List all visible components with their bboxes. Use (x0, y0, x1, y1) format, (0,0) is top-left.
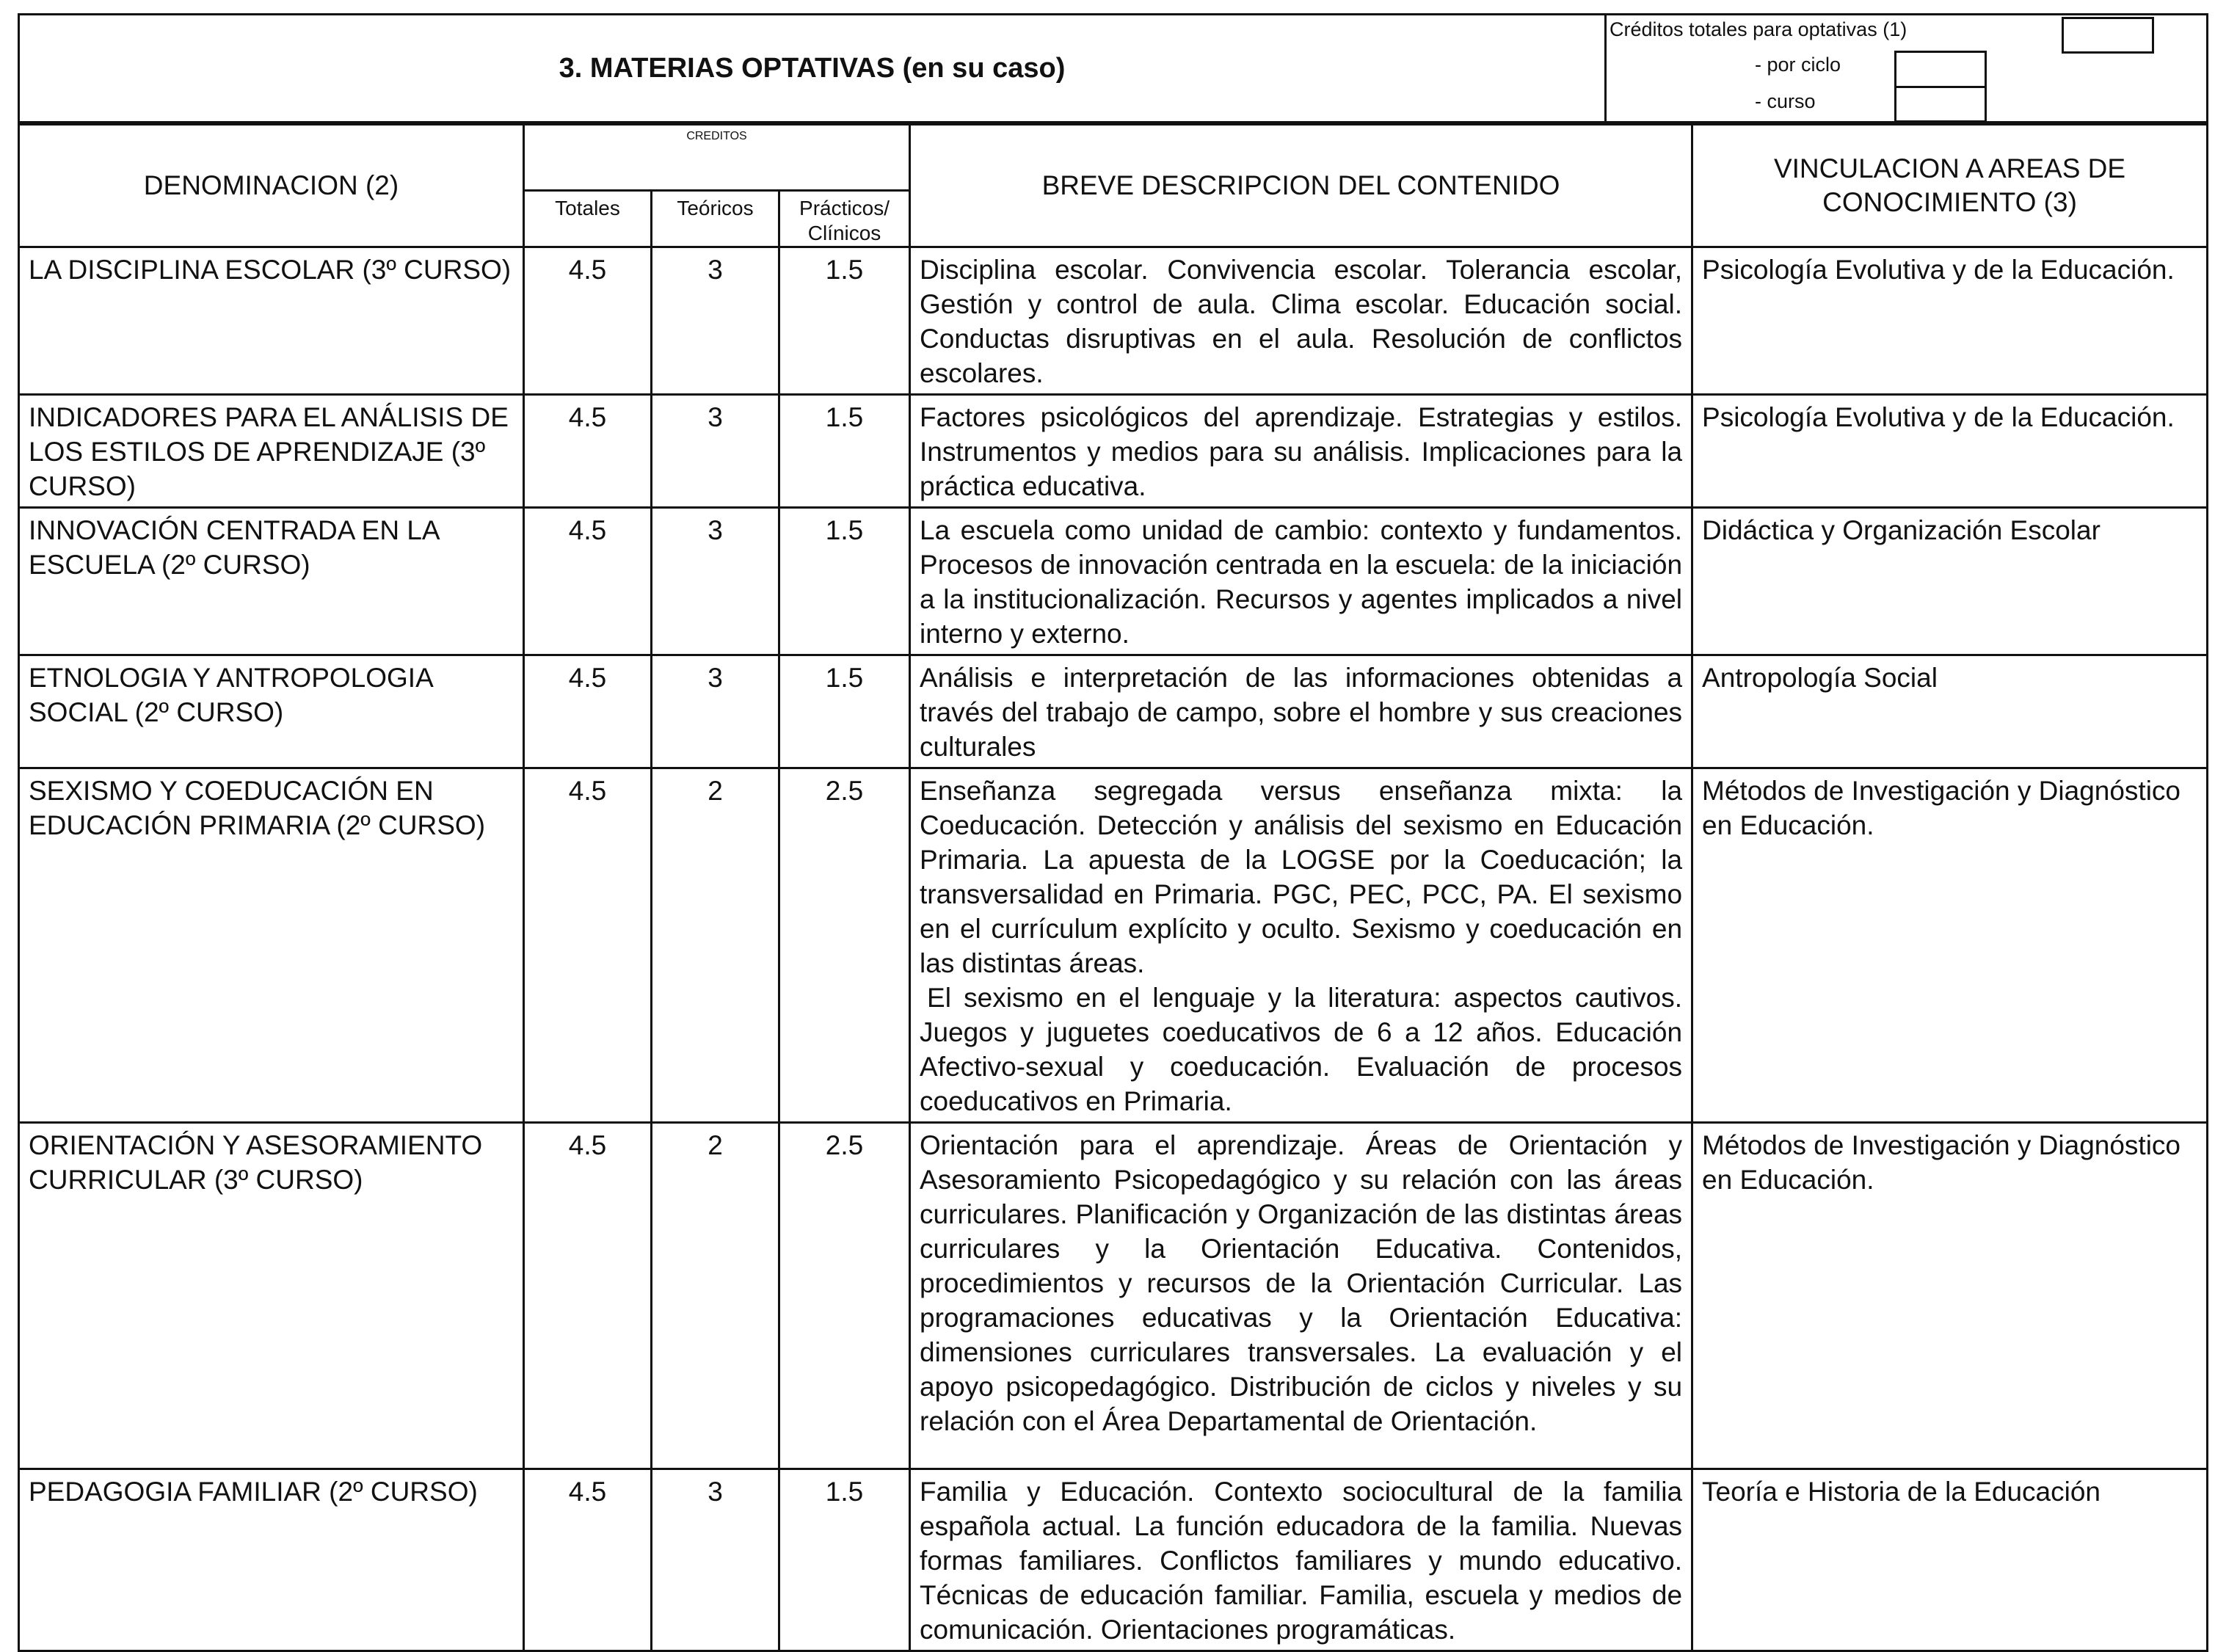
description-paragraph-2: El sexismo en el lenguaje y la literatura: aspectos cautivos. Juegos y juguetes coeducativos de 6 a 12 años. Educación Afectivo-sexual y coeducación. Evaluación de procesos coeducativos en Primaria. (920, 983, 1683, 1116)
credits-teoricos: 2 (652, 1123, 779, 1469)
header-practicos: Prácticos/ Clínicos (779, 191, 910, 247)
credits-teoricos: 3 (652, 247, 779, 395)
table-row (19, 768, 2208, 1123)
subject-description (910, 247, 1692, 395)
por-ciclo-label: - por ciclo (1755, 54, 1841, 76)
header-descripcion: BREVE DESCRIPCION DEL CONTENIDO (910, 125, 1692, 247)
credits-teoricos: 2 (652, 768, 779, 1123)
subject-name: INNOVACIÓN CENTRADA EN LA ESCUELA (2º CURSO) (19, 508, 524, 655)
title-block (18, 13, 2208, 123)
description-paragraph: Análisis e interpretación de las informaciones obtenidas a través del trabajo de campo, sobre el hombre y sus creaciones culturales (920, 663, 1683, 762)
subject-description (910, 395, 1692, 508)
table-row (19, 655, 2208, 768)
credits-totales: 4.5 (524, 508, 652, 655)
table-row (19, 247, 2208, 395)
credits-practicos: 1.5 (779, 508, 910, 655)
table-row (19, 395, 2208, 508)
subject-name: LA DISCIPLINA ESCOLAR (3º CURSO) (19, 247, 524, 395)
description-paragraph: Familia y Educación. Contexto sociocultural de la familia española actual. La función educadora de la familia. Nuevas formas familiares. Conflictos familiares y mundo educativo. Técnicas de educación familiar. Familia, escuela y medios de comunicación. Orientaciones programáticas. (920, 1477, 1683, 1645)
credits-summary-box (1606, 15, 2208, 123)
credits-practicos: 1.5 (779, 247, 910, 395)
subject-name: ORIENTACIÓN Y ASESORAMIENTO CURRICULAR (3º CURSO) (19, 1123, 524, 1469)
subject-description (910, 1123, 1692, 1469)
knowledge-area: Psicología Evolutiva y de la Educación. (1692, 395, 2208, 508)
credits-totales: 4.5 (524, 768, 652, 1123)
page-title: 3. MATERIAS OPTATIVAS (en su caso) (19, 15, 1606, 123)
credits-practicos: 2.5 (779, 1123, 910, 1469)
optativas-table (18, 123, 2208, 1652)
header-creditos: CREDITOS (524, 125, 910, 191)
credits-practicos: 2.5 (779, 768, 910, 1123)
subject-name: INDICADORES PARA EL ANÁLISIS DE LOS ESTILOS DE APRENDIZAJE (3º CURSO) (19, 395, 524, 508)
subject-name: SEXISMO Y COEDUCACIÓN EN EDUCACIÓN PRIMARIA (2º CURSO) (19, 768, 524, 1123)
credits-practicos: 1.5 (779, 1469, 910, 1651)
total-credits-field (2062, 17, 2154, 54)
knowledge-area: Psicología Evolutiva y de la Educación. (1692, 247, 2208, 395)
credits-totales: 4.5 (524, 395, 652, 508)
credits-teoricos: 3 (652, 1469, 779, 1651)
subject-name: PEDAGOGIA FAMILIAR (2º CURSO) (19, 1469, 524, 1651)
table-row (19, 1469, 2208, 1651)
knowledge-area: Didáctica y Organización Escolar (1692, 508, 2208, 655)
subject-description (910, 655, 1692, 768)
knowledge-area: Métodos de Investigación y Diagnóstico en Educación. (1692, 768, 2208, 1123)
document-page (18, 13, 2206, 1652)
credits-practicos: 1.5 (779, 395, 910, 508)
description-paragraph: La escuela como unidad de cambio: contexto y fundamentos. Procesos de innovación centrada en la escuela: de la iniciación a la institucionalización. Recursos y agentes implicados a nivel interno y externo. (920, 515, 1683, 649)
description-paragraph: Disciplina escolar. Convivencia escolar. Tolerancia escolar, Gestión y control de aula. Clima escolar. Educación social. Conductas disruptivas en el aula. Resolución de conflictos escolares. (920, 255, 1683, 388)
total-credits-label: Créditos totales para optativas (1) (1610, 18, 1907, 40)
knowledge-area: Antropología Social (1692, 655, 2208, 768)
header-totales: Totales (524, 191, 652, 247)
table-row (19, 1123, 2208, 1469)
header-denominacion: DENOMINACION (2) (19, 125, 524, 247)
credits-teoricos: 3 (652, 508, 779, 655)
credits-totales: 4.5 (524, 247, 652, 395)
subject-name: ETNOLOGIA Y ANTROPOLOGIA SOCIAL (2º CURSO) (19, 655, 524, 768)
subject-description (910, 1469, 1692, 1651)
description-paragraph: Orientación para el aprendizaje. Áreas de Orientación y Asesoramiento Psicopedagógico y su relación con las áreas curriculares. Planificación y Organización de las distintas áreas curriculares y la Orientación Educativa. Contenidos, procedimientos y recursos de la Orientación Curricular. Las programaciones educativas y la Orientación Educativa: dimensiones curriculares transversales. La evaluación y el apoyo psicopedagógico. Distribución de ciclos y niveles y su relación con el Área Departamental de Orientación. (920, 1130, 1683, 1436)
description-paragraph: Factores psicológicos del aprendizaje. Estrategias y estilos. Instrumentos y medios para su análisis. Implicaciones para la práctica educativa. (920, 402, 1683, 501)
header-vinculacion: VINCULACION A AREAS DE CONOCIMIENTO (3) (1692, 125, 2208, 247)
curso-field (1894, 86, 1987, 123)
credits-totales: 4.5 (524, 1123, 652, 1469)
subject-description (910, 768, 1692, 1123)
credits-teoricos: 3 (652, 655, 779, 768)
header-teoricos: Teóricos (652, 191, 779, 247)
por-ciclo-field (1894, 51, 1987, 89)
credits-totales: 4.5 (524, 655, 652, 768)
knowledge-area: Métodos de Investigación y Diagnóstico en Educación. (1692, 1123, 2208, 1469)
credits-totales: 4.5 (524, 1469, 652, 1651)
credits-teoricos: 3 (652, 395, 779, 508)
table-row (19, 508, 2208, 655)
knowledge-area: Teoría e Historia de la Educación (1692, 1469, 2208, 1651)
curso-label: - curso (1755, 90, 1816, 112)
subject-description (910, 508, 1692, 655)
description-paragraph: Enseñanza segregada versus enseñanza mixta: la Coeducación. Detección y análisis del sexismo en Educación Primaria. La apuesta de la LOGSE por la Coeducación; la transversalidad en Primaria. PGC, PEC, PCC, PA. El sexismo en el currículum explícito y oculto. Sexismo y coeducación en las distintas áreas. (920, 776, 1683, 978)
credits-practicos: 1.5 (779, 655, 910, 768)
